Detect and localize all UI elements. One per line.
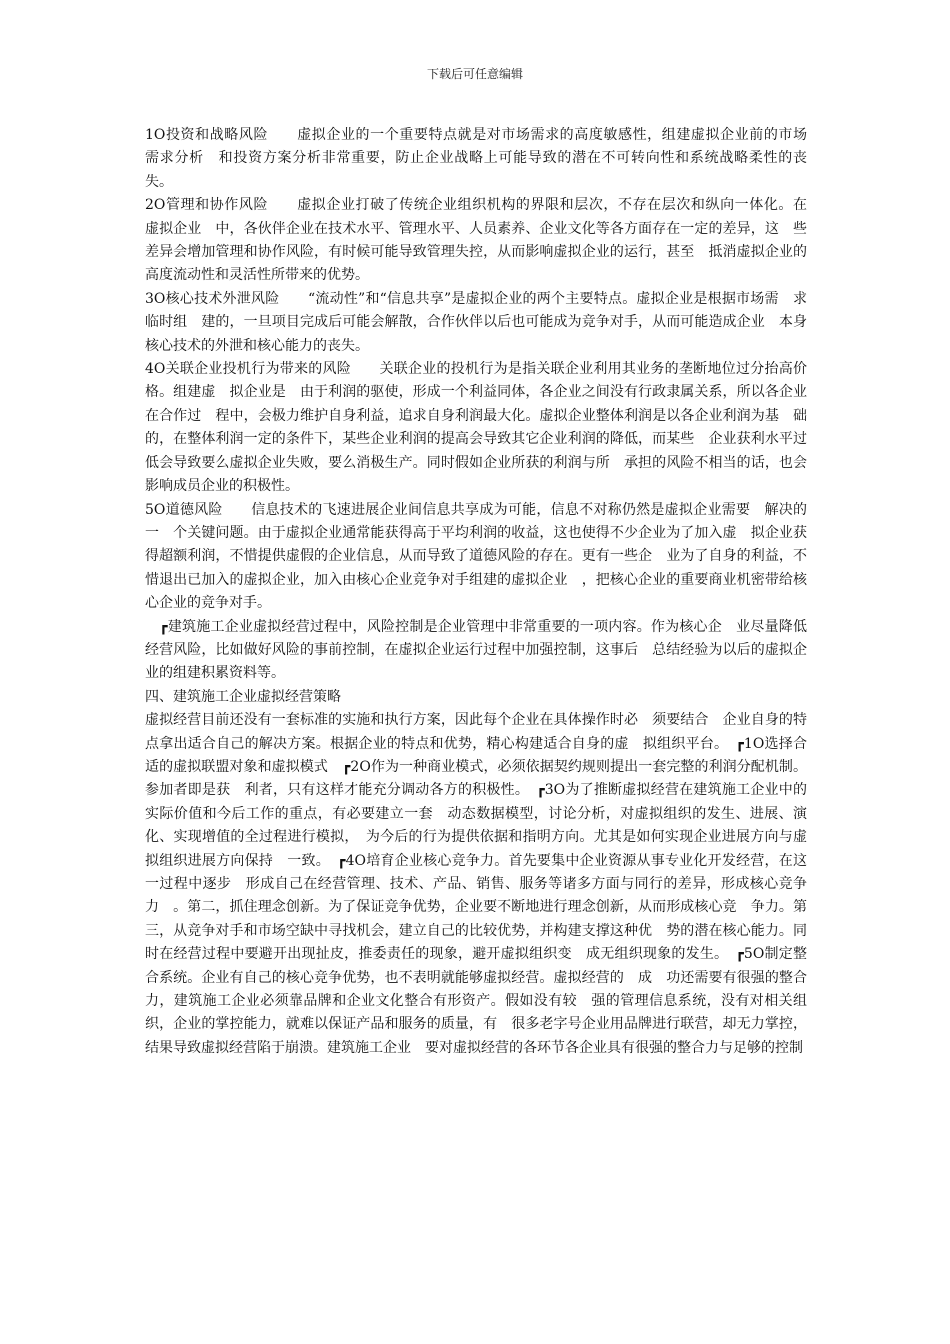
section-heading: 四、建筑施工企业虚拟经营策略 [145, 688, 341, 705]
paragraph-risk-control: ┏建筑施工企业虚拟经营过程中，风险控制是企业管理中非常重要的一项内容。作为核心企 业尽量降低经营风险，比如做好风险的事前控制，在虚拟企业运行过程中加强控制，这事后 总结经验为以后的虚拟企业的组建积累资料等。 [145, 618, 807, 682]
paragraph-core-tech-risk: 3O核心技术外泄风险 “流动性”和“信息共享”是虚拟企业的两个主要特点。虚拟企业是根据市场需 求临时组 建的，一旦项目完成后可能会解散，合作伙伴以后也可能成为竞争对手，从而可能造成企业 本身核心技术的外泄和核心能力的丧失。 [145, 290, 807, 354]
page-header: 下载后可任意编辑 [426, 67, 523, 81]
paragraph-moral-risk: 5O道德风险 信息技术的飞速进展企业间信息共享成为可能，信息不对称仍然是虚拟企业需要 解决的一 个关键问题。由于虚拟企业通常能获得高于平均利润的收益，这也使得不少企业为了加入虚 拟企业获得超额利润，不惜提供虚假的企业信息，从而导致了道德风险的存在。更有一些企 业为了自身的利益，不惜退出已加入的虚拟企业，加入由核心企业竞争对手组建的虚拟企业 ，把核心企业的重要商业机密带给核心企业的竞争对手。 [145, 501, 807, 612]
paragraph-management-risk: 2O管理和协作风险 虚拟企业打破了传统企业组织机构的界限和层次，不存在层次和纵向一体化。在 虚拟企业 中，各伙伴企业在技术水平、管理水平、人员素养、企业文化等各方面存在一定的差异，这 些差异会增加管理和协作风险，有时候可能导致管理失控，从而影响虚拟企业的运行，甚至 抵消虚拟企业的高度流动性和灵活性所带来的优势。 [145, 197, 821, 284]
paragraph-investment-risk: 1O投资和战略风险 虚拟企业的一个重要特点就是对市场需求的高度敏感性，组建虚拟企业前的市场 需求分析 和投资方案分析非常重要，防止企业战略上可能导致的潜在不可转向性和系统战略柔性的丧 失。 [145, 127, 821, 190]
paragraph-strategy: 虚拟经营目前还没有一套标准的实施和执行方案，因此每个企业在具体操作时必 须要结合 企业自身的特点拿出适合自己的解决方案。根据企业的特点和优势，精心构建适合自身的虚 拟组织平台。 ┏1O选择合适的虚拟联盟对象和虚拟模式 ┏2O作为一种商业模式，必须依据契约规则提出一套完整的利润分配机制。参加者即是获 利者，只有这样才能充分调动各方的积极性。 ┏3O为了推断虚拟经营在建筑施工企业中的实际价值和今后工作的重点，有必要建立一套 动态数据模型，讨论分析，对虚拟组织的发生、进展、演化、实现增值的全过程进行模拟， 为今后的行为提供依据和指明方向。尤其是如何实现企业进展方向与虚拟组织进展方向保持 一致。 ┏4O培育企业核心竞争力。首先要集中企业资源从事专业化开发经营，在这一过程中逐步 形成自己在经营管理、技术、产品、销售、服务等诸多方面与同行的差异，形成核心竞争力 。第二，抓住理念创新。为了保证竞争优势，企业要不断地进行理念创新，从而形成核心竞 争力。第三，从竞争对手和市场空缺中寻找机会，建立自己的比较优势，并构建支撑这种优 势的潜在核心能力。同时在经营过程中要避开出现扯皮，推委责任的现象，避开虚拟组织变 成无组织现象的发生。 ┏5O制定整合系统。企业有自己的核心竞争优势，也不表明就能够虚拟经营。虚拟经营的 成 功还需要有很强的整合力，建筑施工企业必须靠品牌和企业文化整合有形资产。假如没有较 强的管理信息系统，没有对相关组织，企业的掌控能力，就难以保证产品和服务的质量，有 很多老字号企业用品牌进行联营，却无力掌控，结果导致虚拟经营陷于崩溃。建筑施工企业 要对虚拟经营的各环节各企业具有很强的整合力与足够的控制 [145, 712, 807, 1056]
paragraph-speculation-risk: 4O关联企业投机行为带来的风险 关联企业的投机行为是指关联企业利用其业务的垄断地位过分抬高价格。组建虚 拟企业是 由于利润的驱使，形成一个利益同体，各企业之间没有行政隶属关系，所以各企业在合作过 程中，会极力维护自身利益，追求自身利润最大化。虚拟企业整体利润是以各企业利润为基 础的，在整体利润一定的条件下，某些企业利润的提高会导致其它企业利润的降低，而某些 企业获利水平过低会导致要么虚拟企业失败，要么消极生产。同时假如企业所获的利润与所 承担的风险不相当的话，也会影响成员企业的积极性。 [145, 361, 807, 495]
document-body [145, 124, 821, 1060]
